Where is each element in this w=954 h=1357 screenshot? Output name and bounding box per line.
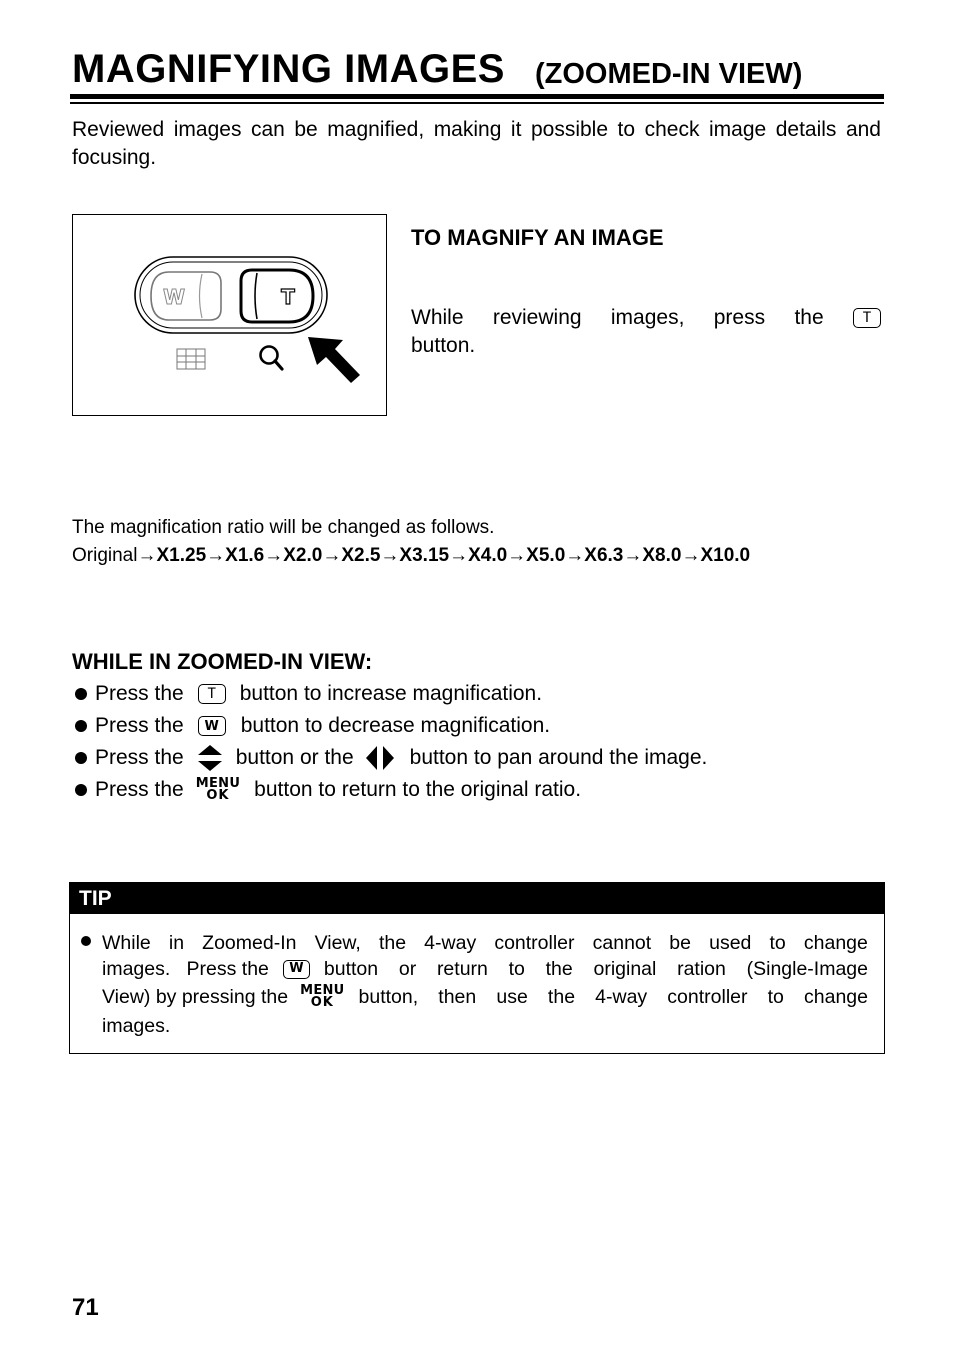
bullet-text: button to return to the original ratio.: [254, 778, 582, 801]
arrow-icon: →: [137, 545, 157, 566]
tip-text: View) by pressing the: [102, 986, 289, 1008]
word: the: [378, 932, 407, 954]
word: in: [168, 932, 185, 954]
word: View,: [314, 932, 361, 954]
tip-line-1: [102, 930, 868, 956]
ratio-step: X1.6: [225, 545, 265, 566]
ratio-step: X6.3: [584, 545, 624, 566]
list-item: [72, 742, 707, 774]
word: change: [803, 932, 868, 954]
arrow-icon: →: [264, 545, 284, 566]
thumbnail-grid-icon: [177, 349, 205, 369]
menu-ok-icon: [196, 778, 240, 802]
bullet-text: Press the: [95, 682, 184, 705]
bullet-icon: [81, 936, 91, 946]
word: used: [709, 932, 752, 954]
bullet-text: button to decrease magnification.: [240, 714, 551, 737]
arrow-icon: →: [681, 545, 701, 566]
list-item: [72, 678, 542, 710]
page-number: 71: [72, 1294, 99, 1321]
ratio-step: X5.0: [526, 545, 566, 566]
title-rule-thick: [70, 94, 884, 99]
tip-label: TIP: [79, 887, 112, 910]
list-item: [72, 774, 581, 806]
arrow-icon: →: [322, 545, 342, 566]
arrow-icon: →: [380, 545, 400, 566]
word: While: [102, 932, 151, 954]
magnify-instruction: [411, 304, 881, 360]
ratio-step: X1.25: [156, 545, 207, 566]
ratio-step: X10.0: [700, 545, 751, 566]
bullet-text: button to pan around the image.: [409, 746, 708, 769]
zoomed-view-heading: WHILE IN ZOOMED-IN VIEW:: [72, 649, 373, 674]
bullet-text: Press the: [95, 746, 184, 769]
ratio-note: The magnification ratio will be changed as follows.: [72, 517, 495, 538]
magnify-heading: TO MAGNIFY AN IMAGE: [411, 225, 664, 250]
ok-label: OK: [310, 995, 334, 1010]
magnify-instruction-line-1: [411, 304, 881, 332]
menu-label: MENU: [300, 983, 345, 998]
word: images,: [610, 306, 685, 329]
ratio-step: X2.0: [283, 545, 323, 566]
ratio-step: X8.0: [642, 545, 682, 566]
ratio-step: X4.0: [468, 545, 508, 566]
tip-text: images. Press the: [102, 958, 269, 980]
arrow-icon: →: [623, 545, 643, 566]
title-rule-thin: [70, 102, 884, 104]
tip-line-3: [102, 984, 868, 1010]
arrow-icon: →: [206, 545, 226, 566]
menu-ok-icon: [300, 985, 344, 1009]
list-item: [72, 710, 550, 742]
word: cannot: [592, 932, 652, 954]
tip-line-4: images.: [102, 1015, 171, 1037]
ok-label: OK: [206, 788, 230, 803]
bullet-icon: [75, 688, 87, 700]
t-lever-button: [241, 270, 313, 322]
word: press: [713, 306, 766, 329]
zoom-lever-illustration: [73, 215, 388, 417]
bullet-text: button or the: [235, 746, 354, 769]
t-button-icon: T: [853, 308, 881, 328]
page-title: MAGNIFYING IMAGES: [72, 47, 505, 91]
tip-text: button, then use the 4-way controller to change: [358, 986, 868, 1008]
magnifier-icon: [261, 347, 283, 370]
ratio-sequence: [72, 542, 750, 570]
tip-header-bar: [69, 882, 885, 914]
arrow-icon: →: [507, 545, 527, 566]
t-button-icon: T: [198, 684, 226, 704]
word: be: [669, 932, 691, 954]
bullet-icon: [75, 784, 87, 796]
ratio-step: X2.5: [341, 545, 381, 566]
word: controller: [494, 932, 575, 954]
ratio-step: X3.15: [399, 545, 450, 566]
page-subtitle: (ZOOMED-IN VIEW): [535, 58, 803, 90]
tip-text: button or return to the original ration (Single-Image: [323, 958, 868, 980]
magnify-instruction-line-2: button.: [411, 334, 476, 357]
intro-paragraph: Reviewed images can be magnified, making it possible to check image details and focusing.: [72, 118, 881, 169]
menu-label: MENU: [195, 776, 241, 791]
arrow-icon: →: [565, 545, 585, 566]
w-button-icon: W: [283, 960, 310, 979]
bullet-text: Press the: [95, 714, 184, 737]
word: Zoomed-In: [202, 932, 297, 954]
arrow-icon: →: [449, 545, 469, 566]
w-lever-button: [151, 272, 221, 320]
word: to: [769, 932, 786, 954]
pointing-arrow-icon: [308, 337, 360, 383]
w-button-icon: W: [198, 716, 226, 736]
left-right-arrow-icon: [366, 746, 394, 770]
bullet-icon: [75, 752, 87, 764]
word: the: [794, 306, 824, 329]
t-lever-label: T: [281, 285, 295, 309]
w-lever-label: W: [162, 285, 186, 309]
bullet-icon: [75, 720, 87, 732]
word: reviewing: [492, 306, 582, 329]
word: 4-way: [424, 932, 477, 954]
tip-line-2: [102, 956, 868, 982]
ratio-start: Original: [72, 545, 138, 566]
bullet-text: button to increase magnification.: [239, 682, 543, 705]
word: While: [411, 306, 464, 329]
zoom-lever-diagram: [72, 214, 387, 416]
up-down-arrow-icon: [198, 745, 222, 771]
bullet-text: Press the: [95, 778, 184, 801]
